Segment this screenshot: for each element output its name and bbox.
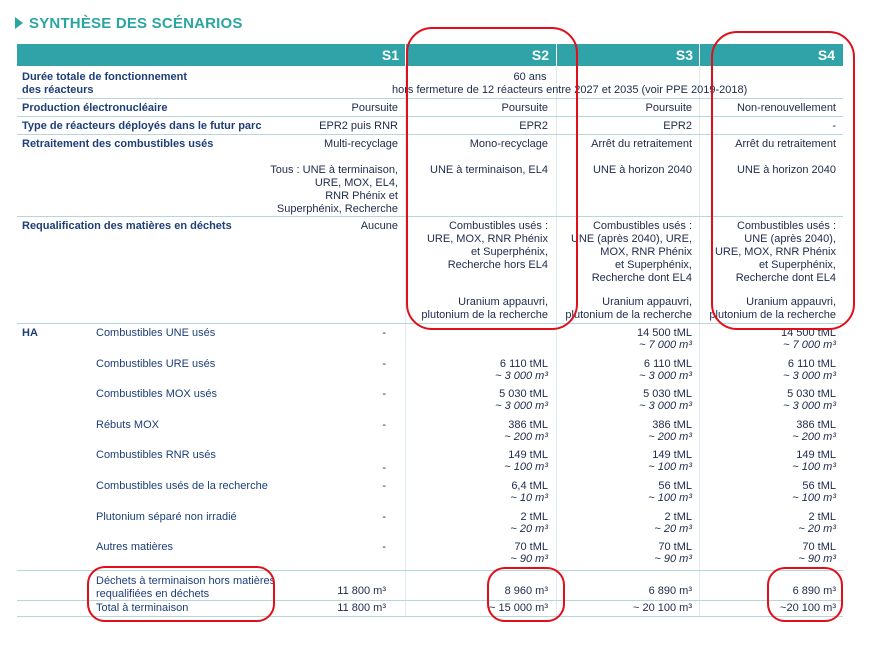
ha-row-s3-mass: 6 110 tML bbox=[643, 357, 692, 370]
requalification-s4-5: Recherche dont EL4 bbox=[735, 272, 836, 284]
ha-row-s3-volume: ~ 100 m³ bbox=[648, 461, 692, 474]
ha-row-s2-mass: 386 tML bbox=[508, 418, 548, 431]
ha-row-s4-mass: 2 tML bbox=[808, 510, 836, 523]
page-title: SYNTHÈSE DES SCÉNARIOS bbox=[29, 14, 243, 32]
retraitement-s4-mode: Arrêt du retraitement bbox=[735, 138, 836, 150]
row-label-retraitement: Retraitement des combustibles usés bbox=[22, 138, 214, 150]
ha-row-s2-mass: 149 tML bbox=[508, 449, 548, 462]
highlight-s4-column bbox=[711, 31, 855, 330]
ha-row-s3-mass: 5 030 tML bbox=[643, 388, 692, 401]
total-s4: ~20 100 m³ bbox=[780, 602, 836, 614]
requalification-s4-4: et Superphénix, bbox=[758, 259, 836, 271]
total-label: Total à terminaison bbox=[96, 602, 189, 614]
requalification-s3-1: Combustibles usés : bbox=[592, 220, 692, 232]
production-s4: Non-renouvellement bbox=[736, 102, 836, 114]
ha-row-s2-volume: ~ 10 m³ bbox=[510, 492, 548, 504]
type-s2: EPR2 bbox=[519, 120, 548, 132]
ha-row-s3-mass: 56 tML bbox=[658, 480, 692, 492]
dechets-s1: 11 800 m³ bbox=[337, 585, 386, 597]
highlight-dechets-label bbox=[87, 566, 275, 622]
retraitement-s1-mode: Multi-recyclage bbox=[324, 138, 398, 150]
row-label-requalification: Requalification des matières en déchets bbox=[22, 220, 232, 232]
requalification-s4-7: plutonium de la recherche bbox=[709, 309, 836, 321]
ha-row-s2-mass: 5 030 tML bbox=[499, 388, 548, 401]
ha-row-s4-mass: 386 tML bbox=[796, 418, 836, 431]
column-header-s1: S1 bbox=[381, 47, 399, 63]
column-divider bbox=[699, 66, 700, 616]
type-s4: - bbox=[832, 120, 836, 132]
ha-row-s4-mass: 14 500 tML bbox=[780, 327, 836, 339]
ha-row-s2-mass: 2 tML bbox=[520, 510, 548, 523]
type-s1: EPR2 puis RNR bbox=[319, 120, 398, 132]
ha-row-label: Combustibles URE usés bbox=[96, 357, 216, 370]
ha-row-s3-volume: ~ 3 000 m³ bbox=[639, 369, 692, 382]
row-label-duree-2: des réacteurs bbox=[22, 84, 94, 96]
ha-row-s4-volume: ~ 7 000 m³ bbox=[783, 339, 836, 351]
ha-row-label: Combustibles usés de la recherche bbox=[96, 480, 268, 492]
dechets-s4: 6 890 m³ bbox=[792, 585, 836, 597]
highlight-s4-totals bbox=[767, 567, 843, 622]
ha-row-s2-volume: ~ 20 m³ bbox=[510, 522, 548, 535]
ha-row-s4-volume: ~ 20 m³ bbox=[798, 522, 836, 535]
requalification-s4-1: Combustibles usés : bbox=[736, 220, 836, 232]
ha-row-s2-mass: 6,4 tML bbox=[511, 480, 548, 492]
requalification-s4-2: UNE (après 2040), bbox=[744, 233, 836, 245]
ha-row-s1: - bbox=[382, 388, 386, 401]
ha-row-s1: - bbox=[382, 541, 386, 554]
ha-row-label: Combustibles RNR usés bbox=[96, 449, 216, 462]
chevron-right-icon bbox=[15, 17, 23, 29]
ha-row-s4-mass: 70 tML bbox=[802, 541, 836, 554]
ha-row-label: Plutonium séparé non irradié bbox=[96, 510, 237, 523]
ha-row-s1: - bbox=[382, 327, 386, 339]
highlight-s2-totals bbox=[487, 567, 565, 622]
requalification-s3-6: Uranium appauvri, bbox=[602, 296, 692, 308]
ha-row-s1: - bbox=[382, 357, 386, 370]
ha-row-s2-volume: ~ 200 m³ bbox=[504, 430, 548, 443]
retraitement-s1-detail-3: RNR Phénix et bbox=[325, 190, 398, 202]
ha-row-s3-volume: ~ 20 m³ bbox=[654, 522, 692, 535]
requalification-s1: Aucune bbox=[360, 220, 398, 232]
retraitement-s3-mode: Arrêt du retraitement bbox=[591, 138, 692, 150]
requalification-s3-3: MOX, RNR Phénix bbox=[600, 246, 692, 258]
ha-row-s4-mass: 5 030 tML bbox=[787, 388, 836, 401]
ha-row-s3-volume: ~ 100 m³ bbox=[648, 492, 692, 504]
duree-value: 60 ans bbox=[513, 71, 547, 83]
section-title bbox=[15, 13, 243, 33]
row-label-production: Production électronucléaire bbox=[22, 102, 168, 114]
retraitement-s1-detail-4: Superphénix, Recherche bbox=[276, 203, 398, 215]
retraitement-s1-detail-2: URE, MOX, EL4, bbox=[314, 177, 398, 189]
total-s3: ~ 20 100 m³ bbox=[632, 602, 692, 614]
ha-row-label: Combustibles MOX usés bbox=[96, 388, 218, 401]
requalification-s3-7: plutonium de la recherche bbox=[565, 309, 692, 321]
dechets-s2: 8 960 m³ bbox=[504, 585, 548, 597]
ha-row-s3-mass: 149 tML bbox=[652, 449, 692, 462]
ha-row-s3-mass: 386 tML bbox=[652, 418, 692, 431]
requalification-s3-4: et Superphénix, bbox=[614, 259, 692, 271]
requalification-s2-1: Combustibles usés : bbox=[448, 220, 548, 232]
ha-row-s1: - bbox=[382, 462, 386, 475]
duree-note: hors fermeture de 12 réacteurs entre 2027 et 2035 (voir PPE 2019-2018) bbox=[392, 84, 748, 96]
ha-row-s4-volume: ~ 100 m³ bbox=[792, 461, 836, 474]
ha-row-s4-volume: ~ 3 000 m³ bbox=[783, 369, 836, 382]
retraitement-s2-mode: Mono-recyclage bbox=[469, 138, 548, 150]
total-s1: 11 800 m³ bbox=[337, 602, 386, 614]
ha-row-s2-volume: ~ 3 000 m³ bbox=[495, 369, 548, 382]
ha-row-label: Autres matières bbox=[96, 541, 174, 554]
column-header-s3: S3 bbox=[675, 47, 693, 63]
production-s3: Poursuite bbox=[645, 102, 692, 114]
ha-row-s1: - bbox=[382, 480, 386, 492]
row-label-duree: Durée totale de fonctionnement bbox=[22, 71, 188, 83]
requalification-s4-3: URE, MOX, RNR Phénix bbox=[714, 246, 836, 258]
ha-row-s4-mass: 149 tML bbox=[796, 449, 836, 462]
ha-row-s4-volume: ~ 100 m³ bbox=[792, 492, 836, 504]
ha-row-s4-volume: ~ 200 m³ bbox=[792, 430, 836, 443]
ha-row-s3-mass: 14 500 tML bbox=[636, 327, 692, 339]
column-header-s2: S2 bbox=[531, 47, 549, 63]
ha-row-s3-volume: ~ 200 m³ bbox=[648, 430, 692, 443]
ha-row-s3-volume: ~ 3 000 m³ bbox=[639, 400, 692, 413]
retraitement-s4-detail: UNE à horizon 2040 bbox=[736, 164, 836, 176]
requalification-s2-3: et Superphénix, bbox=[470, 246, 548, 258]
ha-row-s2-mass: 6 110 tML bbox=[499, 357, 548, 370]
production-s2: Poursuite bbox=[501, 102, 548, 114]
retraitement-s3-detail: UNE à horizon 2040 bbox=[592, 164, 692, 176]
ha-row-s4-volume: ~ 3 000 m³ bbox=[783, 400, 836, 413]
ha-row-s4-volume: ~ 90 m³ bbox=[798, 553, 836, 566]
requalification-s3-2: UNE (après 2040), URE, bbox=[570, 233, 692, 245]
highlight-s2-column bbox=[406, 27, 578, 330]
ha-label: HA bbox=[22, 327, 38, 339]
dechets-s3: 6 890 m³ bbox=[648, 585, 692, 597]
ha-row-s2-volume: ~ 3 000 m³ bbox=[495, 400, 548, 413]
requalification-s4-6: Uranium appauvri, bbox=[746, 296, 836, 308]
retraitement-s1-detail-1: Tous : UNE à terminaison, bbox=[270, 164, 398, 176]
ha-row-s4-mass: 6 110 tML bbox=[787, 357, 836, 370]
ha-row-s1: - bbox=[382, 510, 386, 523]
ha-row-s4-mass: 56 tML bbox=[802, 480, 836, 492]
requalification-s2-2: URE, MOX, RNR Phénix bbox=[426, 233, 548, 245]
ha-row-label: Combustibles UNE usés bbox=[96, 327, 216, 339]
total-s2: ~ 15 000 m³ bbox=[488, 602, 548, 614]
ha-row-s1: - bbox=[382, 418, 386, 431]
production-s1: Poursuite bbox=[351, 102, 398, 114]
requalification-s2-6: plutonium de la recherche bbox=[421, 309, 548, 321]
row-label-type: Type de réacteurs déployés dans le futur parc bbox=[22, 120, 262, 132]
ha-row-s2-mass: 70 tML bbox=[514, 541, 548, 554]
dechets-label-1: Déchets à terminaison hors matières bbox=[96, 575, 276, 587]
ha-row-s3-mass: 2 tML bbox=[664, 510, 692, 523]
requalification-s2-5: Uranium appauvri, bbox=[458, 296, 548, 308]
requalification-s3-5: Recherche dont EL4 bbox=[591, 272, 692, 284]
ha-row-s3-mass: 70 tML bbox=[658, 541, 692, 554]
requalification-s2-4: Recherche hors EL4 bbox=[447, 259, 548, 271]
type-s3: EPR2 bbox=[663, 120, 692, 132]
ha-row-label: Rébuts MOX bbox=[96, 418, 159, 431]
ha-row-s2-volume: ~ 100 m³ bbox=[504, 461, 548, 474]
ha-row-s2-volume: ~ 90 m³ bbox=[510, 553, 548, 566]
ha-row-s3-volume: ~ 90 m³ bbox=[654, 553, 692, 566]
header-divider bbox=[699, 44, 700, 66]
retraitement-s2-detail: UNE à terminaison, EL4 bbox=[430, 164, 548, 176]
column-header-s4: S4 bbox=[817, 47, 835, 63]
ha-row-s3-volume: ~ 7 000 m³ bbox=[639, 339, 692, 351]
dechets-label-2: requalifiées en déchets bbox=[96, 588, 210, 600]
